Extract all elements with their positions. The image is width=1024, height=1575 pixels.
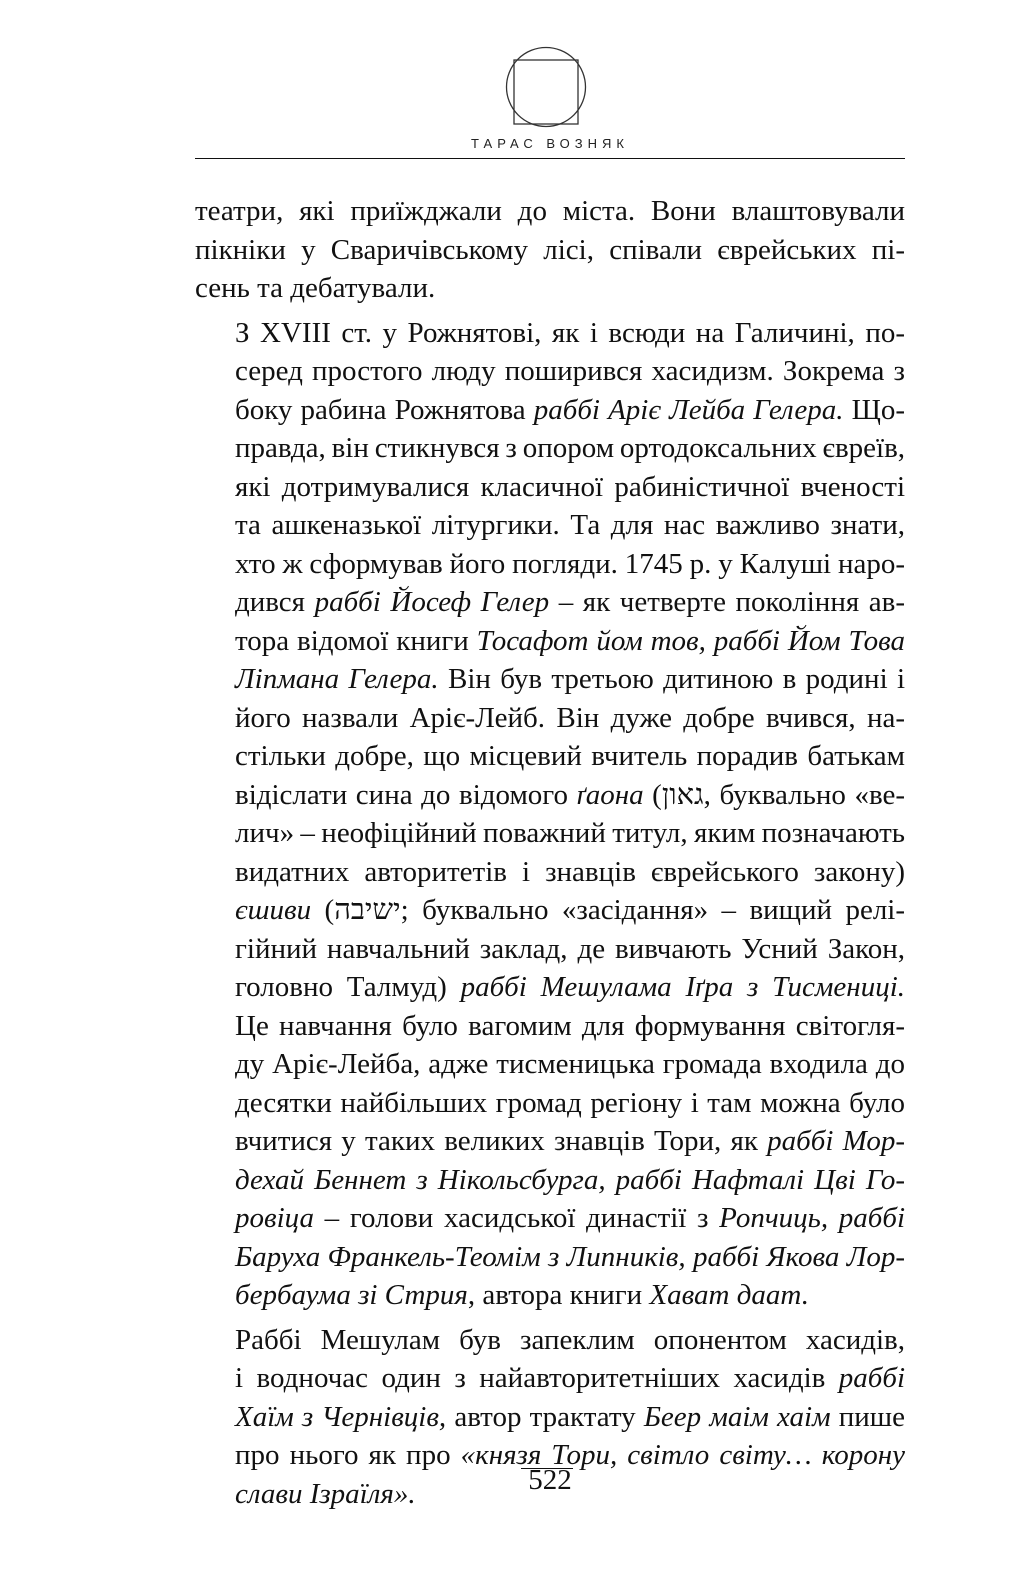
paragraph [195, 192, 905, 308]
text-line [195, 1084, 905, 1123]
text-run: десятки найбільших громад регіону і там можна було [235, 1086, 905, 1119]
text-run: Він був третьою дитиною в родині і [438, 663, 906, 695]
text-run: Що- [843, 393, 906, 426]
text-run: правда, він стикнувся з опором ортодоксальних євреїв, [235, 432, 906, 464]
text-run: автор трактату [446, 1400, 644, 1433]
text-run: Це навчання було вагомим для формування світогля- [235, 1009, 906, 1042]
text-line [195, 622, 905, 661]
text-line [195, 429, 905, 468]
text-line [195, 968, 905, 1007]
italic-run: ровіца [235, 1202, 314, 1234]
italic-run: раббі Мор- [767, 1125, 906, 1157]
text-line [195, 814, 905, 853]
text-line [195, 1321, 905, 1360]
text-line [195, 1045, 905, 1084]
text-run: хто ж сформував його погляди. 1745 р. у Калуші наро- [235, 547, 905, 580]
text-run: боку рабина Рожнятова [235, 393, 534, 426]
italic-run: Хават даат. [649, 1279, 809, 1311]
text-line [195, 1199, 905, 1238]
text-run: лич» – неофіційний поважний титул, яким позначають [235, 817, 906, 849]
text-line [195, 853, 905, 892]
text-line [195, 1238, 905, 1277]
text-line [195, 545, 905, 584]
italic-run: ґаона [576, 778, 644, 811]
text-line [195, 776, 905, 815]
text-run: вчитися у таких великих знавців Тори, як [235, 1125, 768, 1157]
italic-run: єшиви [235, 894, 312, 926]
text-line [195, 1161, 905, 1200]
text-run: пише [830, 1400, 906, 1433]
text-run: З XVIII ст. у Рожнятові, як і всюди на Галичині, по- [235, 316, 905, 349]
text-line [195, 583, 905, 622]
italic-run: раббі Йосеф Гелер [314, 586, 550, 618]
text-run: Раббі Мешулам був запеклим опонентом хасидів, [235, 1323, 905, 1356]
text-line [195, 699, 905, 738]
text-run: ду Аріє-Лейба, адже тисменицька громада входила до [235, 1048, 906, 1080]
text-line [195, 314, 905, 353]
text-run: які дотримувалися класичної рабиністичної вченості [235, 470, 905, 503]
italic-run: бербаума зі Стрия [235, 1279, 468, 1311]
running-header-author: ТАРАС ВОЗНЯК [471, 136, 629, 151]
text-line [195, 891, 905, 930]
text-run: його назвали Аріє-Лейб. Він дуже добре вчився, на- [235, 701, 905, 734]
text-run: стільки добре, що місцевий вчитель порадив батькам [235, 740, 905, 772]
text-line [195, 1398, 905, 1437]
text-line [195, 391, 905, 430]
text-run: відіслати сина до відомого [235, 778, 577, 811]
text-run: – як четверте покоління ав- [549, 586, 905, 618]
text-run: , автора книги [467, 1279, 650, 1311]
text-run: про нього як про [235, 1439, 461, 1471]
italic-run: Баруха Франкель-Теомім з Липників, раббі Якова Лор- [235, 1240, 905, 1273]
italic-run: слави Ізраїля». [235, 1477, 416, 1510]
paragraph [195, 314, 905, 1315]
text-line [195, 660, 905, 699]
text-line [195, 468, 905, 507]
italic-run: дехай Беннет з Нікольсбурга, раббі Нафталі Цві Го- [235, 1163, 906, 1196]
text-line [195, 352, 905, 391]
text-run: дився [235, 586, 315, 618]
text-run: сень та дебатували. [195, 272, 436, 304]
text-line [195, 1122, 905, 1161]
text-line [195, 192, 905, 231]
text-run: серед простого люду поширився хасидизм. Зокрема з [235, 355, 906, 387]
text-line [195, 1007, 905, 1046]
page-number: 522 [528, 1464, 572, 1496]
italic-run: Беер маім хаім [643, 1400, 831, 1433]
header-rule [195, 158, 905, 159]
text-line [195, 506, 905, 545]
text-run: гійний навчальний заклад, де вивчають Усний Закон, [235, 932, 905, 965]
text-run: і водночас один з найавторитетніших хасидів [235, 1362, 839, 1394]
text-line [195, 930, 905, 969]
text-run: головно Талмуд) [235, 971, 461, 1003]
text-run: театри, які приїжджали до міста. Вони влаштовували [195, 195, 905, 227]
italic-run: Хаїм з Чернівців, [235, 1400, 447, 1433]
italic-run: Тосафот йом тов, раббі Йом Това [476, 624, 905, 657]
text-run: – голови хасидської династії з [314, 1202, 720, 1234]
text-run: (גאון, буквально «ве- [643, 778, 905, 811]
circle-square-emblem-icon [505, 46, 587, 128]
text-line [195, 737, 905, 776]
italic-run: Ліпмана Гелера. [235, 663, 439, 695]
italic-run: раббі Мешулама Іґра з Тисмениці. [460, 971, 906, 1003]
body-text [195, 192, 905, 1519]
text-run: та ашкеназької літургики. Та для нас важливо знати, [235, 509, 905, 541]
italic-run: раббі [838, 1362, 906, 1394]
italic-run: «князя Тори, світло світу… корону [460, 1439, 905, 1471]
text-run: тора відомої книги [235, 624, 477, 657]
text-line [195, 269, 905, 308]
text-run: (ישיבה; буквально «засідання» – вищий релі- [311, 894, 906, 926]
italic-run: раббі Аріє Лейба Гелера. [533, 393, 844, 426]
text-line [195, 231, 905, 270]
text-run: пікніки у Сваричівському лісі, співали єврейських пі- [195, 233, 906, 266]
text-line [195, 1359, 905, 1398]
italic-run: Ропчиць, раббі [719, 1202, 905, 1234]
text-run: видатних авторитетів і знавців єврейського закону) [235, 855, 905, 888]
text-line [195, 1276, 905, 1315]
